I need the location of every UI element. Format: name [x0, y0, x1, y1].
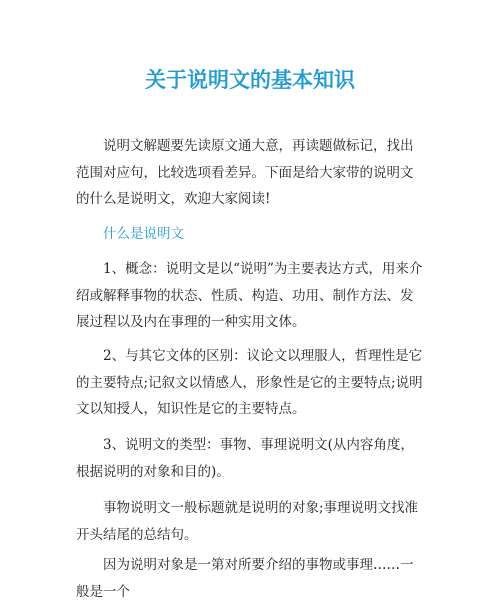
paragraph-comparison: 2、与其它文体的区别：议论文以理服人，哲理性是它的主要特点;记叙文以情感人，形象性是它的主要特点;说明文以知授人，知识性是它的主要特点。 [76, 348, 423, 417]
paragraph-truncated: 因为说明对象是一第对所要介绍的事物或事理……一般是一个 [76, 557, 414, 600]
document-title: 关于说明文的基本知识 [145, 68, 355, 92]
intro-paragraph: 说明文解题要先读原文通大意，再读题做标记，找出范围对应句，比较选项看差异。下面是给大家带的说明文的什么是说明文，欢迎大家阅读! [76, 138, 414, 207]
paragraph-object-explanation: 事物说明文一般标题就是说明的对象;事理说明文找准开头结尾的总结句。 [76, 500, 419, 543]
paragraph-definition: 1、概念：说明文是以“说明”为主要表达方式，用来介绍或解释事物的状态、性质、构造、功用、制作方法、发展过程以及内在事理的一种实用文体。 [76, 261, 423, 330]
paragraph-types: 3、说明文的类型：事物、事理说明文(从内容角度，根据说明的对象和目的)。 [76, 437, 414, 480]
section-heading: 什么是说明文 [103, 226, 184, 242]
